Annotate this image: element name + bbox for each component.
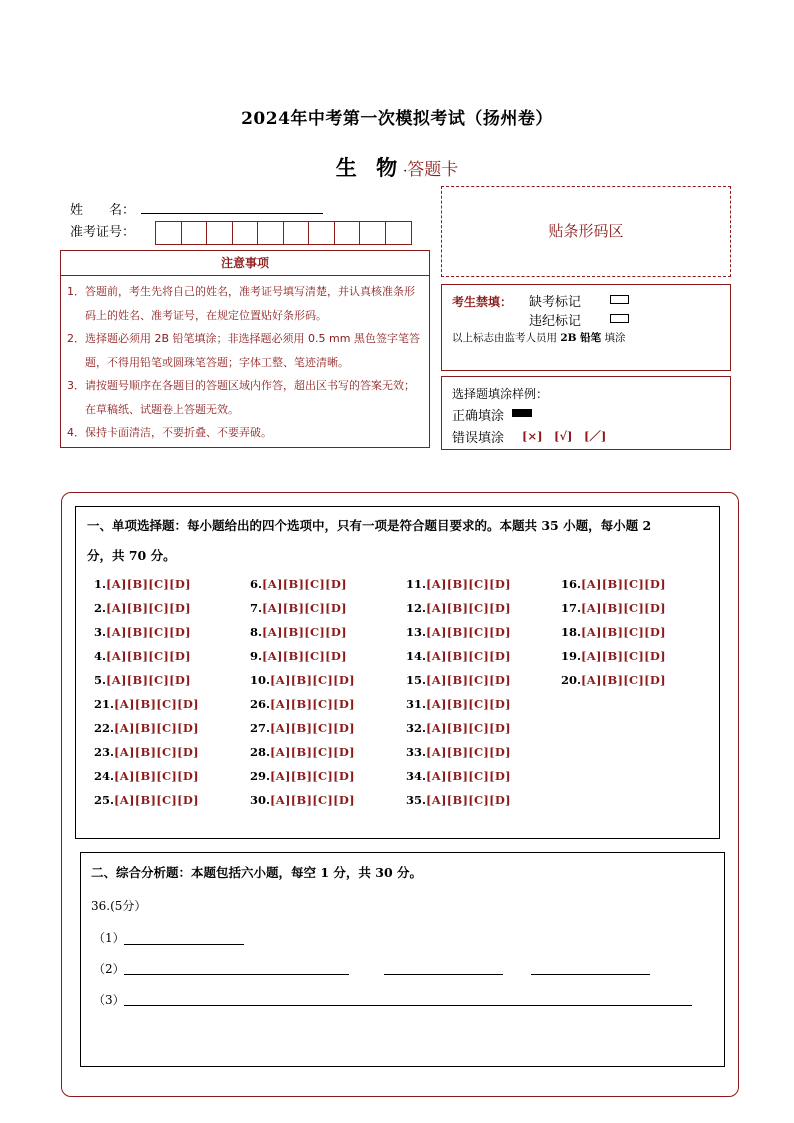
answer-options[interactable]: [A][B][C][D] bbox=[262, 601, 347, 615]
choice-question[interactable] bbox=[94, 721, 199, 735]
answer-options[interactable]: [A][B][C][D] bbox=[270, 721, 355, 735]
choice-question[interactable] bbox=[250, 625, 347, 639]
notice-title: 注意事项 bbox=[61, 251, 429, 276]
name-field[interactable] bbox=[141, 213, 323, 214]
question-number: 3. bbox=[94, 625, 107, 639]
sub-question-2-label: （2） bbox=[93, 962, 125, 976]
answer-options[interactable]: [A][B][C][D] bbox=[114, 697, 199, 711]
answer-options[interactable]: [A][B][C][D] bbox=[114, 721, 199, 735]
question-number: 23. bbox=[94, 745, 115, 759]
correct-fill-label: 正确填涂 bbox=[452, 409, 505, 424]
choice-question[interactable] bbox=[561, 625, 666, 639]
question-number: 27. bbox=[250, 721, 271, 735]
choice-question[interactable] bbox=[94, 769, 199, 783]
choice-question[interactable] bbox=[561, 577, 666, 591]
answer-options[interactable]: [A][B][C][D] bbox=[262, 625, 347, 639]
question-number: 6. bbox=[250, 577, 263, 591]
id-digit-box[interactable] bbox=[335, 222, 361, 244]
choice-question[interactable] bbox=[94, 793, 199, 807]
question-number: 8. bbox=[250, 625, 263, 639]
notice-item: 3．请按题号顺序在各题目的答题区域内作答，超出区书写的答案无效；在草稿纸、试题卷上答题无效。 bbox=[67, 379, 415, 416]
answer-options[interactable]: [A][B][C][D] bbox=[426, 769, 511, 783]
question-number: 33. bbox=[406, 745, 427, 759]
choice-question[interactable] bbox=[406, 649, 511, 663]
section-comprehensive bbox=[80, 852, 725, 1067]
question-number: 9. bbox=[250, 649, 263, 663]
question-number: 10. bbox=[250, 673, 271, 687]
choice-question[interactable] bbox=[250, 577, 347, 591]
id-digit-box[interactable] bbox=[284, 222, 310, 244]
answer-options[interactable]: [A][B][C][D] bbox=[426, 697, 511, 711]
answer-line-2c[interactable] bbox=[531, 974, 650, 975]
answer-options[interactable]: [A][B][C][D] bbox=[426, 577, 511, 591]
answer-options[interactable]: [A][B][C][D] bbox=[106, 601, 191, 615]
id-digit-box[interactable] bbox=[156, 222, 182, 244]
choice-question[interactable] bbox=[406, 745, 511, 759]
section1-title-line2: 分，共 70 分。 bbox=[87, 548, 176, 563]
choice-question[interactable] bbox=[406, 577, 511, 591]
fill-sample-box bbox=[441, 376, 731, 450]
section2-title: 二、综合分析题：本题包括六小题，每空 1 分，共 30 分。 bbox=[91, 865, 423, 880]
sub-question-3-label: （3） bbox=[93, 993, 125, 1007]
sub-question-1-label: （1） bbox=[93, 931, 125, 945]
notice-item: 1．答题前，考生先将自己的姓名，准考证号填写清楚，并认真核准条形码上的姓名、准考证号，在规定位置贴好条形码。 bbox=[67, 285, 415, 322]
answer-options[interactable]: [A][B][C][D] bbox=[106, 649, 191, 663]
examinee-restricted-label: 考生禁填： bbox=[452, 295, 513, 309]
invigilator-note-text: 以上标志由监考人员用 bbox=[452, 332, 557, 344]
choice-question[interactable] bbox=[250, 601, 347, 615]
question-number: 16. bbox=[561, 577, 582, 591]
fill-sample-title: 选择题填涂样例： bbox=[452, 387, 549, 401]
answer-options[interactable]: [A][B][C][D] bbox=[426, 745, 511, 759]
choice-question[interactable] bbox=[406, 673, 511, 687]
subject-dot: · bbox=[403, 164, 408, 179]
exam-title: 2024年中考第一次模拟考试（扬州卷） bbox=[241, 109, 553, 129]
section1-title-line1: 一、单项选择题：每小题给出的四个选项中，只有一项是符合题目要求的。本题共 35 小题，每小题 2 bbox=[87, 518, 652, 533]
invigilator-note bbox=[452, 330, 626, 345]
question-number: 2. bbox=[94, 601, 107, 615]
answer-options[interactable]: [A][B][C][D] bbox=[114, 745, 199, 759]
question-number: 14. bbox=[406, 649, 427, 663]
choice-question[interactable] bbox=[406, 625, 511, 639]
violation-mark-box[interactable] bbox=[610, 314, 629, 323]
question-number: 5. bbox=[94, 673, 107, 687]
notice-list bbox=[61, 276, 429, 445]
choice-question[interactable] bbox=[561, 601, 666, 615]
question-number: 7. bbox=[250, 601, 263, 615]
name-label: 姓 名： bbox=[70, 203, 136, 218]
choice-question[interactable] bbox=[94, 697, 199, 711]
correct-fill-sample bbox=[512, 409, 532, 417]
answer-options[interactable]: [A][B][C][D] bbox=[270, 745, 355, 759]
question-number: 11. bbox=[406, 577, 427, 591]
invigilator-note-end: 填涂 bbox=[604, 332, 626, 344]
question-number: 18. bbox=[561, 625, 582, 639]
answer-options[interactable]: [A][B][C][D] bbox=[426, 649, 511, 663]
answer-options[interactable]: [A][B][C][D] bbox=[581, 601, 666, 615]
answer-options[interactable]: [A][B][C][D] bbox=[426, 601, 511, 615]
notice-item: 2．选择题必须用 2B 铅笔填涂；非选择题必须用 0.5 mm 黑色签字笔答题，不得用铅笔或圆珠笔答题；字体工整、笔迹清晰。 bbox=[67, 332, 420, 369]
id-digit-box[interactable] bbox=[386, 222, 412, 244]
answer-options[interactable]: [A][B][C][D] bbox=[426, 673, 511, 687]
choice-question[interactable] bbox=[250, 769, 355, 783]
choice-question[interactable] bbox=[94, 745, 199, 759]
question-36-label: 36.(5分） bbox=[91, 899, 147, 913]
answer-options[interactable]: [A][B][C][D] bbox=[270, 769, 355, 783]
absent-mark-box[interactable] bbox=[610, 295, 629, 304]
answer-options[interactable]: [A][B][C][D] bbox=[270, 793, 355, 807]
question-number: 20. bbox=[561, 673, 582, 687]
absent-mark-label: 缺考标记 bbox=[529, 295, 582, 310]
question-number: 12. bbox=[406, 601, 427, 615]
id-digit-box[interactable] bbox=[360, 222, 386, 244]
answer-card-label: 答题卡 bbox=[407, 160, 459, 180]
wrong-fill-samples: [×] [√] [／] bbox=[522, 429, 607, 443]
id-digit-box[interactable] bbox=[258, 222, 284, 244]
answer-options[interactable]: [A][B][C][D] bbox=[270, 697, 355, 711]
id-digit-box[interactable] bbox=[233, 222, 259, 244]
answer-options[interactable]: [A][B][C][D] bbox=[581, 673, 666, 687]
question-number: 30. bbox=[250, 793, 271, 807]
answer-options[interactable]: [A][B][C][D] bbox=[581, 625, 666, 639]
notice-item: 4．保持卡面清洁，不要折叠、不要弄破。 bbox=[67, 426, 272, 439]
question-number: 34. bbox=[406, 769, 427, 783]
choice-question[interactable] bbox=[406, 697, 511, 711]
choice-question[interactable] bbox=[94, 577, 191, 591]
question-number: 17. bbox=[561, 601, 582, 615]
choice-question[interactable] bbox=[250, 673, 355, 687]
question-number: 31. bbox=[406, 697, 427, 711]
answer-options[interactable]: [A][B][C][D] bbox=[270, 673, 355, 687]
section-multiple-choice bbox=[75, 506, 720, 839]
question-number: 1. bbox=[94, 577, 107, 591]
notice-box bbox=[60, 250, 430, 448]
question-number: 26. bbox=[250, 697, 271, 711]
choice-question[interactable] bbox=[561, 649, 666, 663]
question-number: 19. bbox=[561, 649, 582, 663]
question-number: 24. bbox=[94, 769, 115, 783]
answer-options[interactable]: [A][B][C][D] bbox=[114, 793, 199, 807]
question-number: 13. bbox=[406, 625, 427, 639]
question-number: 15. bbox=[406, 673, 427, 687]
choice-question[interactable] bbox=[94, 673, 191, 687]
choice-question[interactable] bbox=[250, 745, 355, 759]
answer-line-3[interactable] bbox=[124, 1005, 692, 1006]
wrong-fill-label: 错误填涂 bbox=[452, 431, 505, 446]
id-label: 准考证号： bbox=[70, 225, 136, 240]
choice-question[interactable] bbox=[250, 793, 355, 807]
id-number-boxes[interactable] bbox=[155, 221, 412, 245]
choice-question[interactable] bbox=[94, 649, 191, 663]
answer-line-1[interactable] bbox=[124, 944, 244, 945]
subject-name: 生 物 bbox=[335, 155, 404, 180]
choice-question[interactable] bbox=[406, 601, 511, 615]
question-number: 29. bbox=[250, 769, 271, 783]
invigilator-note-pencil: 2B 铅笔 bbox=[560, 332, 602, 344]
choice-question[interactable] bbox=[250, 697, 355, 711]
answer-options[interactable]: [A][B][C][D] bbox=[106, 577, 191, 591]
barcode-area[interactable]: 贴条形码区 bbox=[441, 186, 731, 277]
id-digit-box[interactable] bbox=[207, 222, 233, 244]
id-digit-box[interactable] bbox=[309, 222, 335, 244]
answer-options[interactable]: [A][B][C][D] bbox=[426, 625, 511, 639]
choice-question[interactable] bbox=[94, 625, 191, 639]
answer-line-2b[interactable] bbox=[384, 974, 503, 975]
violation-mark-label: 违纪标记 bbox=[529, 314, 582, 329]
question-number: 28. bbox=[250, 745, 271, 759]
subject-title bbox=[0, 152, 794, 182]
choice-question[interactable] bbox=[406, 769, 511, 783]
question-number: 4. bbox=[94, 649, 107, 663]
answer-options[interactable]: [A][B][C][D] bbox=[426, 793, 511, 807]
choice-question[interactable] bbox=[250, 649, 347, 663]
choice-question[interactable] bbox=[406, 793, 511, 807]
choice-question[interactable] bbox=[561, 673, 666, 687]
choice-question[interactable] bbox=[94, 601, 191, 615]
choice-question[interactable] bbox=[250, 721, 355, 735]
answer-options[interactable]: [A][B][C][D] bbox=[262, 649, 347, 663]
answer-options[interactable]: [A][B][C][D] bbox=[106, 673, 191, 687]
answer-line-2a[interactable] bbox=[124, 974, 349, 975]
answer-options[interactable]: [A][B][C][D] bbox=[106, 625, 191, 639]
answer-options[interactable]: [A][B][C][D] bbox=[262, 577, 347, 591]
question-number: 35. bbox=[406, 793, 427, 807]
answer-options[interactable]: [A][B][C][D] bbox=[581, 577, 666, 591]
choice-question[interactable] bbox=[406, 721, 511, 735]
question-number: 25. bbox=[94, 793, 115, 807]
examinee-restricted-box bbox=[441, 284, 731, 371]
answer-options[interactable]: [A][B][C][D] bbox=[114, 769, 199, 783]
question-number: 22. bbox=[94, 721, 115, 735]
answer-options[interactable]: [A][B][C][D] bbox=[581, 649, 666, 663]
question-number: 21. bbox=[94, 697, 115, 711]
question-number: 32. bbox=[406, 721, 427, 735]
id-digit-box[interactable] bbox=[182, 222, 208, 244]
answer-options[interactable]: [A][B][C][D] bbox=[426, 721, 511, 735]
